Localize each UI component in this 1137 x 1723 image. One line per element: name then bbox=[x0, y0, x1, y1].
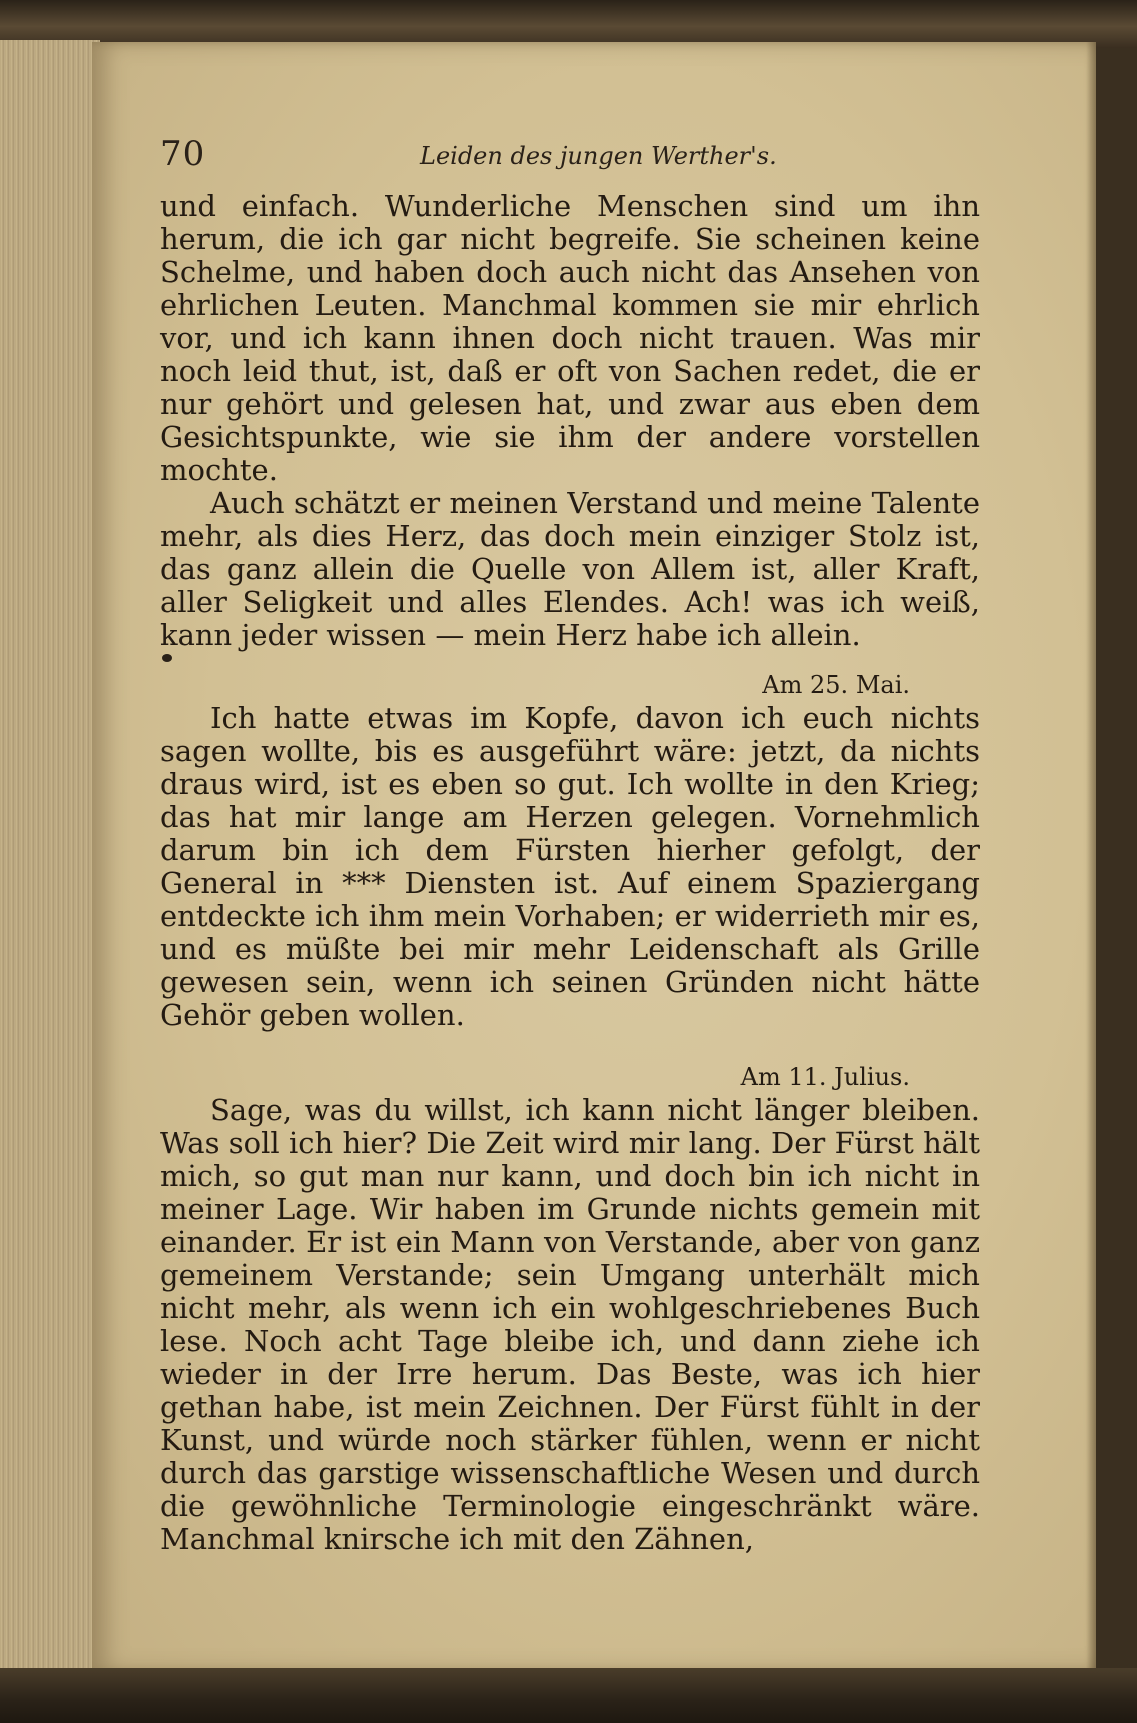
letter-dateline: Am 11. Julius. bbox=[740, 1063, 910, 1091]
paragraph: und einfach. Wunderliche Menschen sind um ihn herum, die ich gar nicht begreife. Sie scheinen keine Schelme, und haben doch auch nicht das Ansehen von ehrlichen Leuten. Manchmal kommen sie mir ehrlich vor, und ich kann ihnen doch nicht trauen. Was mir noch leid thut, ist, daß er oft von Sachen redet, die er nur gehört und gelesen hat, und zwar aus eben dem Gesichtspunkte, wie sie ihm der andere vorstellen mochte. bbox=[160, 189, 980, 487]
paragraph: Auch schätzt er meinen Verstand und meine Talente mehr, als dies Herz, das doch mein einziger Stolz ist, das ganz allein die Quelle von Allem ist, aller Kraft, aller Seligkeit und alles Elendes. Ach! was ich weiß, kann jeder wissen — mein Herz habe ich allein. bbox=[160, 486, 980, 652]
page-text bbox=[160, 190, 980, 1556]
page-header bbox=[160, 134, 860, 174]
page-gutter bbox=[1086, 42, 1096, 1672]
page-number: 70 bbox=[160, 134, 206, 174]
book-bottom-edge bbox=[0, 1668, 1137, 1723]
paragraph: Sage, was du willst, ich kann nicht länger bleiben. Was soll ich hier? Die Zeit wird mir lang. Der Fürst hält mich, so gut man nur kann, und doch bin ich nicht in meiner Lage. Wir haben im Grunde nichts gemein mit einander. Er ist ein Mann von Verstande, aber von ganz gemeinem Verstande; sein Umgang unterhält mich nicht mehr, als wenn ich ein wohlgeschriebenes Buch lese. Noch acht Tage bleibe ich, und dann ziehe ich wieder in der Irre herum. Das Beste, was ich hier gethan habe, ist mein Zeichnen. Der Fürst fühlt in der Kunst, und würde noch stärker fühlen, wenn er nicht durch das garstige wissenschaftliche Wesen und durch die gewöhnliche Terminologie eingeschränkt wäre. Manchmal knirsche ich mit den Zähnen, bbox=[160, 1093, 980, 1556]
paragraph: Ich hatte etwas im Kopfe, davon ich euch nichts sagen wollte, bis es ausgeführt wäre: jetzt, da nichts draus wird, ist es eben so gut. Ich wollte in den Krieg; das hat mir lange am Herzen gelegen. Vornehmlich darum bin ich dem Fürsten hierher gefolgt, der General in *** Diensten ist. Auf einem Spaziergang entdeckte ich ihm mein Vorhaben; er widerrieth mir es, und es müßte bei mir mehr Leidenschaft als Grille gewesen sein, wenn ich seinen Gründen nicht hätte Gehör geben wollen. bbox=[160, 701, 980, 1032]
book-top-edge bbox=[0, 0, 1137, 48]
letter-dateline: Am 25. Mai. bbox=[762, 671, 910, 699]
page-stack-edge bbox=[0, 40, 100, 1675]
section-ornament bbox=[162, 654, 172, 662]
running-title: Leiden des jungen Werther's. bbox=[420, 142, 777, 170]
